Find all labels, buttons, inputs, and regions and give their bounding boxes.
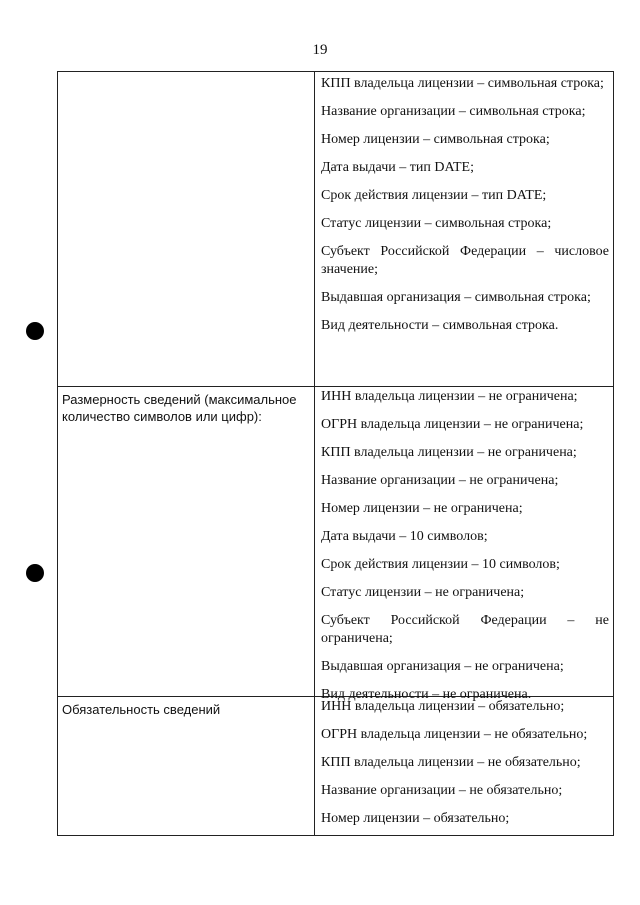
- list-item: КПП владельца лицензии – символьная строка;: [321, 76, 604, 91]
- list-item: Дата выдачи – 10 символов;: [321, 529, 488, 544]
- list-item: Вид деятельности – не ограничена.: [321, 687, 532, 702]
- list-item: ОГРН владельца лицензии – не обязательно;: [321, 727, 588, 742]
- row-values: [315, 387, 614, 702]
- table-row: [58, 697, 614, 836]
- list-item: Срок действия лицензии – тип DATE;: [321, 188, 547, 203]
- row-label: Обязательность сведений: [58, 697, 315, 836]
- list-item: Субъект Российской Федерации – числовое значение;: [321, 244, 609, 277]
- list-item: Название организации – не обязательно;: [321, 783, 563, 798]
- page-number: 19: [312, 42, 328, 58]
- table-row: [58, 387, 614, 697]
- list-item: Выдавшая организация – символьная строка;: [321, 290, 591, 305]
- row-label: Размерность сведений (максимальное количество символов или цифр):: [58, 387, 315, 697]
- list-item: Название организации – символьная строка;: [321, 104, 586, 119]
- list-item: Название организации – не ограничена;: [321, 473, 559, 488]
- list-item: Срок действия лицензии – 10 символов;: [321, 557, 560, 572]
- list-item: Статус лицензии – не ограничена;: [321, 585, 525, 600]
- list-item: Номер лицензии – не ограничена;: [321, 501, 523, 516]
- list-item: Дата выдачи – тип DATE;: [321, 160, 474, 175]
- list-item: Номер лицензии – символьная строка;: [321, 132, 550, 147]
- list-item: ИНН владельца лицензии – не ограничена;: [321, 389, 578, 404]
- specification-table: [57, 71, 614, 836]
- table-row: [58, 72, 614, 387]
- list-item: Номер лицензии – обязательно;: [321, 811, 510, 826]
- list-item: Статус лицензии – символьная строка;: [321, 216, 552, 231]
- list-item: Вид деятельности – символьная строка.: [321, 318, 559, 333]
- list-item: КПП владельца лицензии – не ограничена;: [321, 445, 577, 460]
- list-item: ИНН владельца лицензии – обязательно;: [321, 699, 565, 714]
- row-values: [315, 72, 614, 387]
- list-item: ОГРН владельца лицензии – не ограничена;: [321, 417, 584, 432]
- punch-hole-mark: [26, 564, 44, 582]
- list-item: КПП владельца лицензии – не обязательно;: [321, 755, 581, 770]
- list-item: Субъект Российской Федерации – не ограничена;: [321, 613, 609, 646]
- row-label: [58, 72, 315, 387]
- list-item: Выдавшая организация – не ограничена;: [321, 659, 564, 674]
- punch-hole-mark: [26, 322, 44, 340]
- row-values: [315, 697, 614, 836]
